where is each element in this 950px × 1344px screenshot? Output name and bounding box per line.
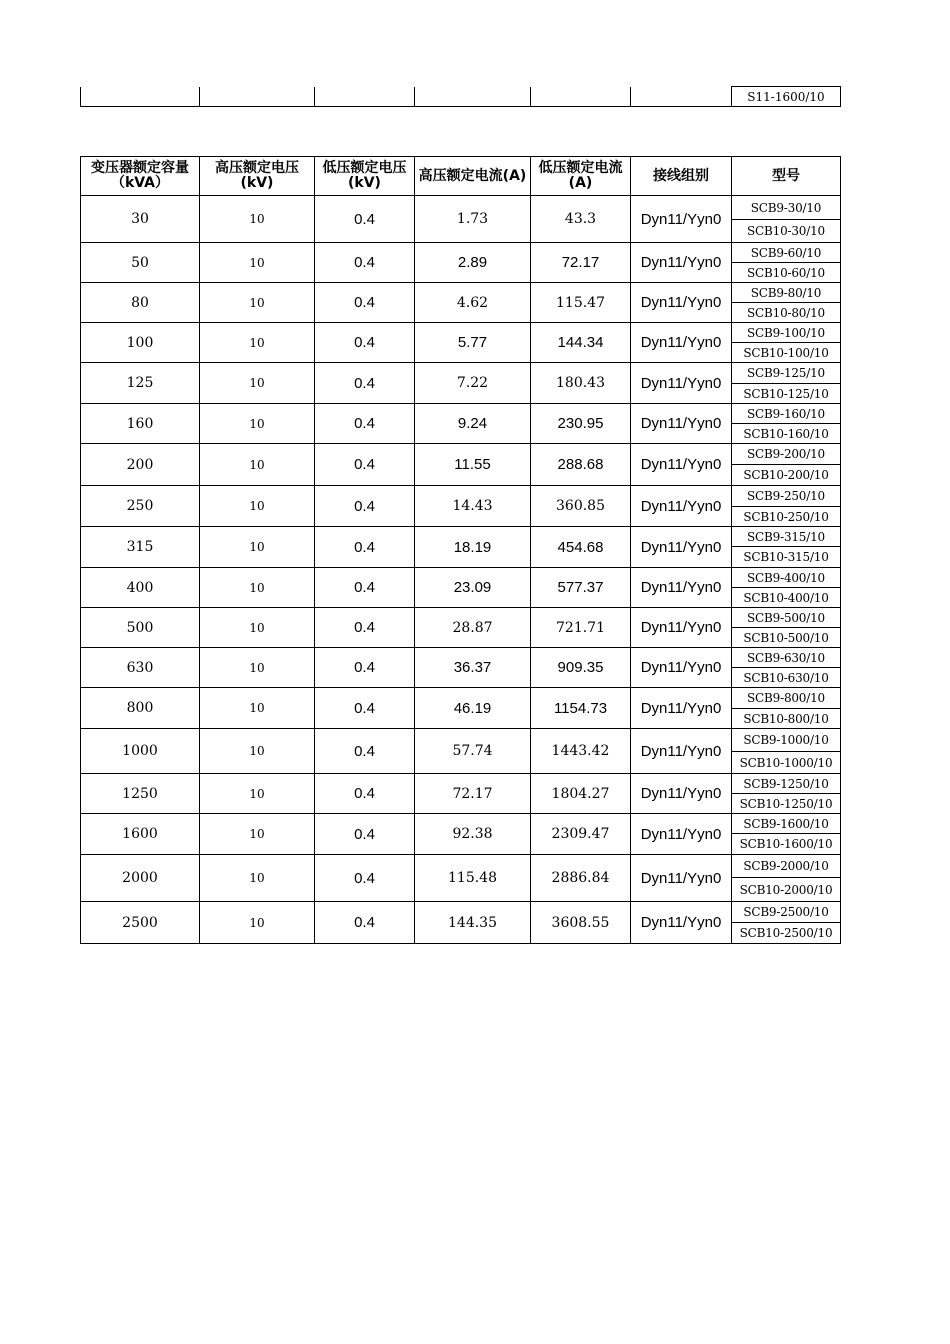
cell-lv-voltage: 0.4 [315,814,415,855]
cell-hv-voltage: 10 [200,323,315,363]
cell-model-scb9: SCB9-60/10 [732,243,841,263]
cell-capacity: 250 [81,486,200,527]
cell-lv-voltage: 0.4 [315,608,415,648]
cell-lv-current: 180.43 [531,363,631,404]
cell-lv-current: 1154.73 [531,688,631,729]
table-row [81,568,841,588]
header-capacity: 变压器额定容量（kVA） [81,157,200,196]
table-row [81,196,841,220]
cell-capacity: 315 [81,527,200,568]
fragment-cell [315,87,415,107]
cell-lv-current: 909.35 [531,648,631,688]
cell-hv-voltage: 10 [200,774,315,814]
cell-hv-voltage: 10 [200,283,315,323]
table-row [81,444,841,465]
cell-lv-voltage: 0.4 [315,283,415,323]
cell-model-scb10: SCB10-1250/10 [732,794,841,814]
cell-lv-voltage: 0.4 [315,323,415,363]
cell-model-scb9: SCB9-250/10 [732,486,841,507]
cell-capacity: 400 [81,568,200,608]
cell-connection: Dyn11/Yyn0 [631,855,732,902]
cell-hv-current: 7.22 [415,363,531,404]
cell-model-scb10: SCB10-1000/10 [732,752,841,774]
cell-lv-current: 230.95 [531,404,631,444]
cell-lv-current: 288.68 [531,444,631,486]
cell-capacity: 30 [81,196,200,243]
cell-connection: Dyn11/Yyn0 [631,648,732,688]
cell-lv-current: 1804.27 [531,774,631,814]
cell-model-scb10: SCB10-400/10 [732,588,841,608]
cell-hv-voltage: 10 [200,688,315,729]
cell-lv-current: 360.85 [531,486,631,527]
table-row [81,486,841,507]
cell-lv-current: 72.17 [531,243,631,283]
fragment-cell [531,87,631,107]
cell-model-scb9: SCB9-1600/10 [732,814,841,834]
cell-hv-current: 11.55 [415,444,531,486]
cell-model-scb10: SCB10-80/10 [732,303,841,323]
cell-connection: Dyn11/Yyn0 [631,568,732,608]
cell-model-scb10: SCB10-100/10 [732,343,841,363]
cell-model-scb10: SCB10-630/10 [732,668,841,688]
cell-hv-current: 1.73 [415,196,531,243]
cell-capacity: 1600 [81,814,200,855]
cell-connection: Dyn11/Yyn0 [631,688,732,729]
cell-model-scb10: SCB10-500/10 [732,628,841,648]
fragment-cell [200,87,315,107]
cell-hv-current: 9.24 [415,404,531,444]
cell-lv-voltage: 0.4 [315,688,415,729]
cell-hv-voltage: 10 [200,648,315,688]
cell-capacity: 800 [81,688,200,729]
cell-model-scb9: SCB9-315/10 [732,527,841,547]
table-row [81,902,841,923]
cell-model-scb10: SCB10-160/10 [732,424,841,444]
cell-hv-current: 28.87 [415,608,531,648]
cell-model-scb9: SCB9-2500/10 [732,902,841,923]
header-row [81,157,841,196]
cell-capacity: 160 [81,404,200,444]
cell-hv-current: 57.74 [415,729,531,774]
cell-connection: Dyn11/Yyn0 [631,774,732,814]
cell-capacity: 2500 [81,902,200,944]
cell-hv-current: 115.48 [415,855,531,902]
table-row [81,688,841,709]
cell-hv-voltage: 10 [200,855,315,902]
cell-model-scb9: SCB9-630/10 [732,648,841,668]
cell-connection: Dyn11/Yyn0 [631,283,732,323]
cell-lv-voltage: 0.4 [315,363,415,404]
cell-model-scb10: SCB10-60/10 [732,263,841,283]
cell-capacity: 630 [81,648,200,688]
table-row [81,363,841,384]
cell-lv-voltage: 0.4 [315,774,415,814]
cell-model-scb9: SCB9-500/10 [732,608,841,628]
cell-hv-current: 46.19 [415,688,531,729]
cell-lv-current: 3608.55 [531,902,631,944]
cell-capacity: 2000 [81,855,200,902]
cell-hv-current: 23.09 [415,568,531,608]
cell-hv-current: 144.35 [415,902,531,944]
cell-hv-voltage: 10 [200,814,315,855]
cell-lv-current: 43.3 [531,196,631,243]
cell-model-scb10: SCB10-315/10 [732,547,841,568]
cell-lv-current: 577.37 [531,568,631,608]
cell-connection: Dyn11/Yyn0 [631,527,732,568]
cell-model-scb9: SCB9-1250/10 [732,774,841,794]
cell-connection: Dyn11/Yyn0 [631,404,732,444]
cell-model-scb9: SCB9-100/10 [732,323,841,343]
cell-connection: Dyn11/Yyn0 [631,608,732,648]
cell-lv-current: 144.34 [531,323,631,363]
cell-connection: Dyn11/Yyn0 [631,902,732,944]
cell-hv-voltage: 10 [200,196,315,243]
cell-hv-current: 2.89 [415,243,531,283]
cell-hv-voltage: 10 [200,729,315,774]
cell-hv-current: 92.38 [415,814,531,855]
cell-hv-current: 18.19 [415,527,531,568]
cell-model-scb9: SCB9-800/10 [732,688,841,709]
cell-model-scb9: SCB9-30/10 [732,196,841,220]
fragment-cell [415,87,531,107]
cell-lv-voltage: 0.4 [315,855,415,902]
cell-lv-voltage: 0.4 [315,902,415,944]
cell-lv-voltage: 0.4 [315,486,415,527]
cell-hv-voltage: 10 [200,486,315,527]
table-row [81,404,841,424]
table-row [81,323,841,343]
cell-connection: Dyn11/Yyn0 [631,196,732,243]
cell-model-scb10: SCB10-2000/10 [732,878,841,902]
cell-model-scb10: SCB10-2500/10 [732,923,841,944]
header-hv-voltage: 高压额定电压(kV) [200,157,315,196]
fragment-row [81,87,841,107]
cell-lv-current: 115.47 [531,283,631,323]
header-connection: 接线组别 [631,157,732,196]
cell-hv-voltage: 10 [200,243,315,283]
transformer-spec-table [80,156,841,944]
cell-lv-voltage: 0.4 [315,243,415,283]
cell-lv-voltage: 0.4 [315,568,415,608]
table-row [81,608,841,628]
cell-hv-voltage: 10 [200,608,315,648]
table-row [81,729,841,752]
cell-model-scb9: SCB9-400/10 [732,568,841,588]
cell-model-scb9: SCB9-200/10 [732,444,841,465]
cell-model-scb9: SCB9-160/10 [732,404,841,424]
table-row [81,814,841,834]
cell-model-scb10: SCB10-1600/10 [732,834,841,855]
previous-table-fragment [80,86,841,107]
cell-capacity: 80 [81,283,200,323]
cell-model-scb9: SCB9-1000/10 [732,729,841,752]
cell-capacity: 50 [81,243,200,283]
cell-capacity: 1250 [81,774,200,814]
cell-hv-current: 5.77 [415,323,531,363]
table-row [81,648,841,668]
cell-connection: Dyn11/Yyn0 [631,729,732,774]
fragment-cell [631,87,732,107]
cell-hv-voltage: 10 [200,527,315,568]
cell-capacity: 125 [81,363,200,404]
table-row [81,855,841,878]
header-lv-current: 低压额定电流(A) [531,157,631,196]
cell-hv-voltage: 10 [200,363,315,404]
cell-connection: Dyn11/Yyn0 [631,243,732,283]
cell-connection: Dyn11/Yyn0 [631,363,732,404]
cell-model-scb9: SCB9-2000/10 [732,855,841,878]
cell-lv-current: 2309.47 [531,814,631,855]
table-row [81,283,841,303]
cell-hv-current: 72.17 [415,774,531,814]
cell-connection: Dyn11/Yyn0 [631,814,732,855]
cell-lv-current: 454.68 [531,527,631,568]
table-row [81,774,841,794]
fragment-model-cell: S11-1600/10 [732,87,841,107]
cell-hv-voltage: 10 [200,902,315,944]
cell-hv-voltage: 10 [200,444,315,486]
cell-lv-current: 2886.84 [531,855,631,902]
cell-model-scb10: SCB10-800/10 [732,709,841,729]
fragment-cell [81,87,200,107]
cell-hv-voltage: 10 [200,404,315,444]
cell-lv-voltage: 0.4 [315,648,415,688]
cell-connection: Dyn11/Yyn0 [631,444,732,486]
cell-lv-voltage: 0.4 [315,527,415,568]
cell-lv-voltage: 0.4 [315,196,415,243]
cell-lv-current: 721.71 [531,608,631,648]
cell-lv-voltage: 0.4 [315,404,415,444]
cell-hv-current: 4.62 [415,283,531,323]
cell-model-scb10: SCB10-200/10 [732,465,841,486]
cell-model-scb10: SCB10-30/10 [732,220,841,243]
cell-lv-voltage: 0.4 [315,729,415,774]
cell-capacity: 100 [81,323,200,363]
cell-connection: Dyn11/Yyn0 [631,486,732,527]
cell-lv-voltage: 0.4 [315,444,415,486]
cell-hv-current: 36.37 [415,648,531,688]
cell-capacity: 200 [81,444,200,486]
cell-model-scb10: SCB10-125/10 [732,384,841,404]
cell-model-scb9: SCB9-80/10 [732,283,841,303]
header-hv-current: 高压额定电流(A) [415,157,531,196]
cell-lv-current: 1443.42 [531,729,631,774]
cell-model-scb10: SCB10-250/10 [732,507,841,527]
header-lv-voltage: 低压额定电压(kV) [315,157,415,196]
cell-hv-current: 14.43 [415,486,531,527]
cell-capacity: 500 [81,608,200,648]
cell-capacity: 1000 [81,729,200,774]
cell-hv-voltage: 10 [200,568,315,608]
cell-model-scb9: SCB9-125/10 [732,363,841,384]
table-row [81,243,841,263]
table-row [81,527,841,547]
cell-connection: Dyn11/Yyn0 [631,323,732,363]
header-model: 型号 [732,157,841,196]
table-body [81,196,841,944]
